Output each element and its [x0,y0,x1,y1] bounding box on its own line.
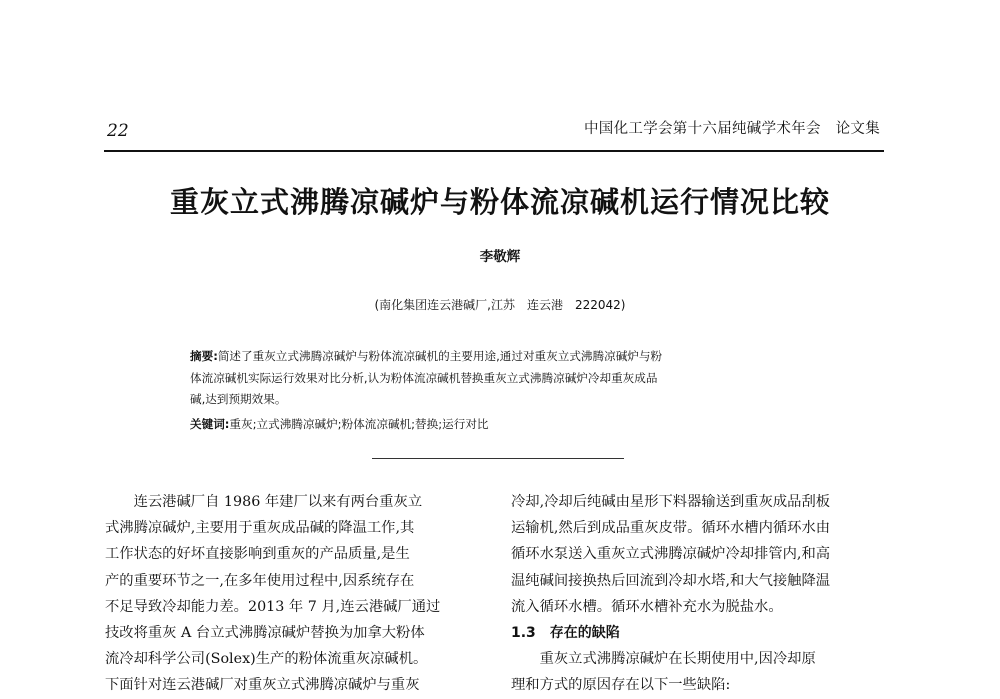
page-number: 22 [107,121,129,141]
body-line: 产的重要环节之一,在多年使用过程中,因系统存在 [105,572,415,589]
body-line: 理和方式的原因存在以下一些缺陷: [511,677,731,694]
abstract-line [190,346,815,368]
body-line: 循环水泵送入重灰立式沸腾凉碱炉冷却排管内,和高 [511,546,831,563]
abstract-line: 碱,达到预期效果。 [190,392,287,406]
body-line: 工作状态的好坏直接影响到重灰的产品质量,是生 [105,546,410,563]
body-line: 下面针对连云港碱厂对重灰立式沸腾凉碱炉与重灰 [105,677,420,694]
body-left-column [105,489,490,699]
body-right-column [511,489,896,699]
abstract-line: 体流凉碱机实际运行效果对比分析,认为粉体流凉碱机替换重灰立式沸腾凉碱炉冷却重灰成品 [190,370,658,385]
keywords-text: 重灰;立式沸腾凉碱炉;粉体流凉碱机;替换;运行对比 [229,417,489,431]
author-name: 李敬辉 [479,249,521,265]
abstract-label: 摘要: [190,349,218,363]
body-line: 技改将重灰 A 台立式沸腾凉碱炉替换为加拿大粉体 [105,625,425,642]
body-line: 重灰立式沸腾凉碱炉在长期使用中,因冷却原 [511,651,816,668]
keywords [190,416,815,432]
body-line: 运输机,然后到成品重灰皮带。循环水槽内循环水由 [511,520,831,537]
body-line: 式沸腾凉碱炉,主要用于重灰成品碱的降温工作,其 [105,520,415,537]
running-header: 中国化工学会第十六届纯碱学术年会 论文集 [584,121,880,137]
abstract-text: 简述了重灰立式沸腾凉碱炉与粉体流凉碱机的主要用途,通过对重灰立式沸腾凉碱炉与粉 [217,349,663,363]
body-line: 流冷却科学公司(Solex)生产的粉体流重灰凉碱机。 [105,651,428,668]
author-affiliation: (南化集团连云港碱厂,江苏 连云港 222042) [374,298,626,312]
abstract [190,346,815,411]
body-line: 冷却,冷却后纯碱由星形下料器输送到重灰成品刮板 [511,494,831,510]
keywords-label: 关键词: [190,417,230,431]
body-line: 不足导致冷却能力差。2013 年 7 月,连云港碱厂通过 [105,598,441,615]
header-rule [104,150,884,152]
section-divider [372,458,624,459]
article-title: 重灰立式沸腾凉碱炉与粉体流凉碱机运行情况比较 [169,185,830,219]
body-line: 连云港碱厂自 1986 年建厂以来有两台重灰立 [105,494,423,510]
body-line: 温纯碱间接换热后回流到冷却水塔,和大气接触降温 [511,572,831,589]
body-line: 流入循环水槽。循环水槽补充水为脱盐水。 [511,598,783,615]
section-heading: 1.3 存在的缺陷 [511,625,620,642]
